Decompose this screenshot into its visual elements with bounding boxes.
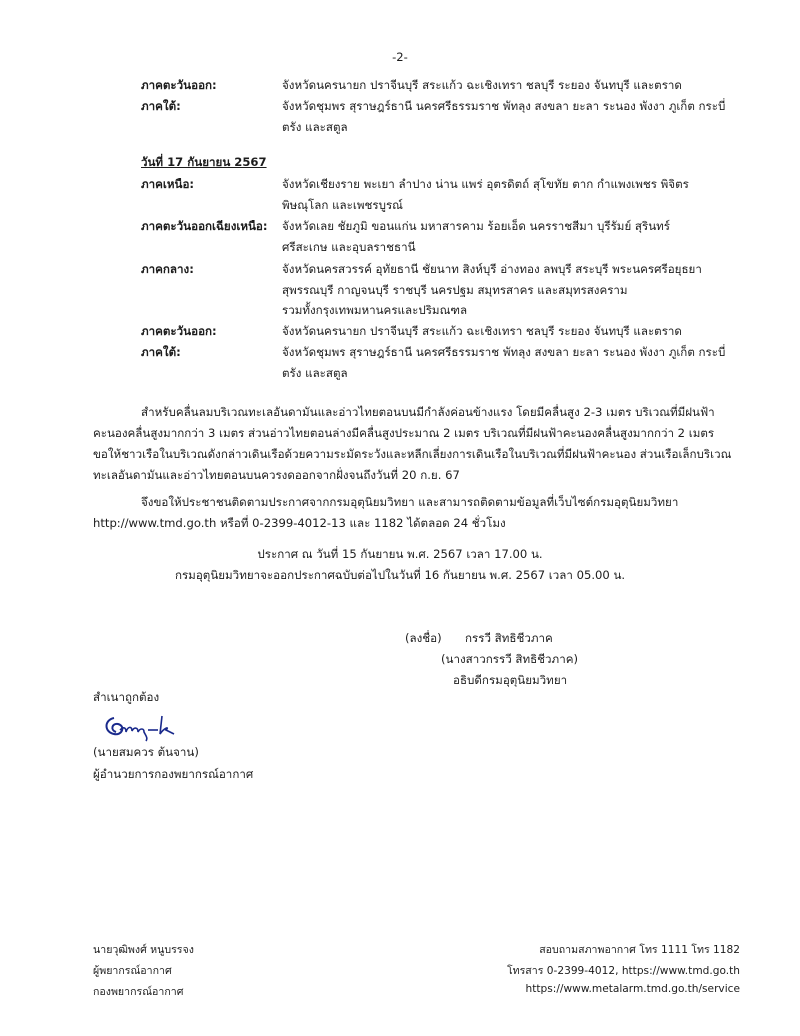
region-provinces-south-2: จังหวัดชุมพร สุราษฎร์ธานี นครศรีธรรมราช พัทลุง สงขลา ยะลา ระนอง พังงา ภูเก็ต กระบี่ [282,345,726,359]
follow-paragraph-line-2: http://www.tmd.go.th หรือที่ 0-2399-4012-13 และ 1182 ได้ตลอด 24 ชั่วโมง [93,516,506,530]
handwritten-signature [100,708,180,744]
waves-paragraph-line-4: ทะเลอันดามันและอ่าวไทยตอนบนควรงดออกจากฝั่งจนถึงวันที่ 20 ก.ย. 67 [93,468,460,482]
footer-forecaster-role: ผู้พยากรณ์อากาศ [93,965,172,977]
certified-label: สำเนาถูกต้อง [93,690,160,704]
footer-fax-website: โทรสาร 0-2399-4012, https://www.tmd.go.th [506,965,740,977]
region-label-north: ภาคเหนือ: [141,177,195,191]
waves-paragraph-line-3: ขอให้ชาวเรือในบริเวณดังกล่าวเดินเรือด้วยความระมัดระวังและหลีกเลี่ยงการเดินเรือในบริเวณที่มีฝนฟ้าคะนอง ส่วนเรือเล็กบริเวณ [93,447,732,461]
footer-division: กองพยากรณ์อากาศ [93,986,184,998]
footer-forecaster-name: นายวุฒิพงศ์ หนูบรรจง [93,944,194,956]
region-provinces-north-cont: พิษณุโลก และเพชรบูรณ์ [282,198,403,212]
region-label-south-2: ภาคใต้: [141,345,181,359]
announce-date: ประกาศ ณ วันที่ 15 กันยายน พ.ศ. 2567 เวลา 17.00 น. [257,547,543,561]
region-provinces-central-cont: สุพรรณบุรี กาญจนบุรี ราชบุรี นครปฐม สมุทรสาคร และสมุทรสงคราม [282,283,628,297]
footer-weather-hotline: สอบถามสภาพอากาศ โทร 1111 โทร 1182 [539,944,740,956]
signer-position: อธิบดีกรมอุตุนิยมวิทยา [453,673,568,687]
region-label-central: ภาคกลาง: [141,262,194,276]
waves-paragraph-line-1: สำหรับคลื่นลมบริเวณทะเลอันดามันและอ่าวไทยตอนบนมีกำลังค่อนข้างแรง โดยมีคลื่นสูง 2-3 เมตร บริเวณที่มีฝนฟ้า [141,405,715,419]
region-provinces-south: จังหวัดชุมพร สุราษฎร์ธานี นครศรีธรรมราช พัทลุง สงขลา ยะลา ระนอง พังงา ภูเก็ต กระบี่ [282,99,726,113]
region-label-south: ภาคใต้: [141,99,181,113]
region-provinces-central: จังหวัดนครสวรรค์ อุทัยธานี ชัยนาท สิงห์บุรี อ่างทอง ลพบุรี สระบุรี พระนครศรีอยุธยา [282,262,702,276]
region-provinces-central-cont2: รวมทั้งกรุงเทพมหานครและปริมณฑล [282,303,468,317]
region-provinces-north: จังหวัดเชียงราย พะเยา ลำปาง น่าน แพร่ อุตรดิตถ์ สุโขทัย ตาก กำแพงเพชร พิจิตร [282,177,689,191]
region-provinces-east: จังหวัดนครนายก ปราจีนบุรี สระแก้ว ฉะเชิงเทรา ชลบุรี ระยอง จันทบุรี และตราด [282,78,682,92]
signer-full-name: (นางสาวกรรวี สิทธิชีวภาค) [441,652,578,666]
region-label-east: ภาคตะวันออก: [141,78,217,92]
date-heading: วันที่ 17 กันยายน 2567 [141,155,267,169]
region-label-northeast: ภาคตะวันออกเฉียงเหนือ: [141,219,268,233]
certifier-position: ผู้อำนวยการกองพยากรณ์อากาศ [93,767,254,781]
region-provinces-northeast-cont: ศรีสะเกษ และอุบลราชธานี [282,240,416,254]
region-provinces-northeast: จังหวัดเลย ชัยภูมิ ขอนแก่น มหาสารคาม ร้อยเอ็ด นครราชสีมา บุรีรัมย์ สุรินทร์ [282,219,671,233]
page-number: -2- [392,50,408,64]
signed-prefix: (ลงชื่อ) [405,631,442,645]
footer-service-link[interactable]: https://www.metalarm.tmd.go.th/service [525,983,740,995]
waves-paragraph-line-2: คะนองคลื่นสูงมากกว่า 3 เมตร ส่วนอ่าวไทยตอนล่างมีคลื่นสูงประมาณ 2 เมตร บริเวณที่มีฝนฟ้าคะนองคลื่นสูงมากกว่า 2 เมตร [93,426,715,440]
region-provinces-south-cont: ตรัง และสตูล [282,120,348,134]
follow-paragraph-line-1: จึงขอให้ประชาชนติดตามประกาศจากกรมอุตุนิยมวิทยา และสามารถติดตามข้อมูลที่เว็บไซต์กรมอุตุนิยมวิทยา [141,495,679,509]
certifier-name: (นายสมควร ต้นจาน) [93,745,199,759]
region-provinces-east-2: จังหวัดนครนายก ปราจีนบุรี สระแก้ว ฉะเชิงเทรา ชลบุรี ระยอง จันทบุรี และตราด [282,324,682,338]
region-label-east-2: ภาคตะวันออก: [141,324,217,338]
region-provinces-south-2-cont: ตรัง และสตูล [282,366,348,380]
next-announce: กรมอุตุนิยมวิทยาจะออกประกาศฉบับต่อไปในวันที่ 16 กันยายน พ.ศ. 2567 เวลา 05.00 น. [174,568,626,582]
signed-name: กรรวี สิทธิชีวภาค [465,631,553,645]
